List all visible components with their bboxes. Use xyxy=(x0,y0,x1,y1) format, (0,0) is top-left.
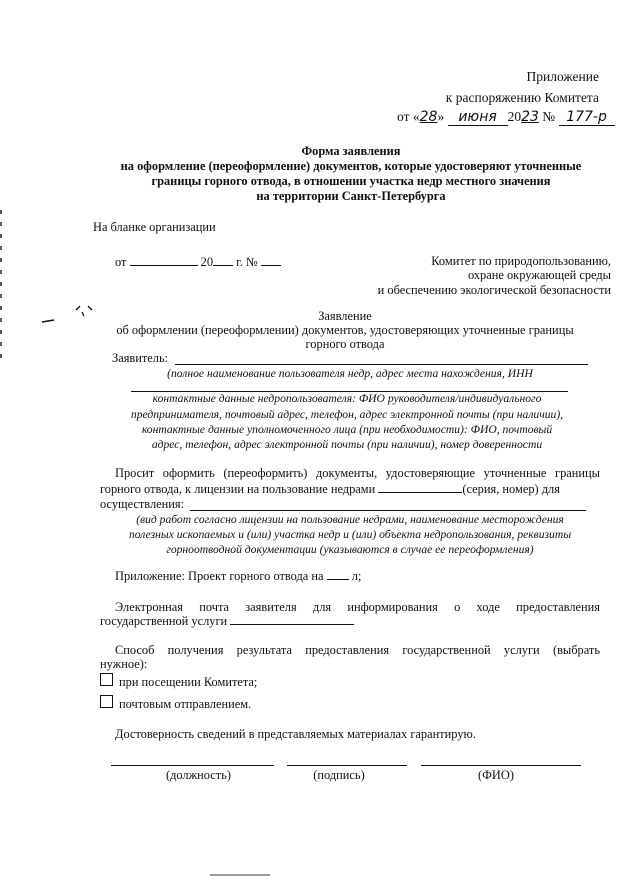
position-field[interactable] xyxy=(111,765,274,766)
applicant-label: Заявитель: xyxy=(112,351,169,365)
scan-bottom-mark xyxy=(210,874,270,876)
request-hint3: горноотводной документации (указываются в случае ее переоформления) xyxy=(166,543,534,556)
annex-subtitle: к распоряжению Комитета xyxy=(445,90,599,105)
number-value: 177-р xyxy=(559,109,615,126)
request-hint2: полезных ископаемых и (или) участка недр и (или) объекта недропользования, реквизиты xyxy=(128,528,572,541)
request-line1: Просит оформить (переоформить) документы, удостоверяющие уточненные границы xyxy=(115,466,600,480)
option-visit-label: при посещении Комитета; xyxy=(119,675,258,689)
outgoing-year-blank xyxy=(213,265,233,266)
request-line2-text: горного отвода, к лицензии на пользование недрами xyxy=(100,482,376,496)
date-year-prefix: 20 xyxy=(507,109,522,124)
email-line1: Электронная почта заявителя для информирования о ходе предоставления xyxy=(115,600,600,614)
request-line2 xyxy=(100,482,600,497)
email-line2 xyxy=(100,614,354,629)
addressee-line1: Комитет по природопользованию, xyxy=(431,254,611,268)
outgoing-line xyxy=(115,255,281,270)
applicant-hint5: адрес, телефон, адрес электронной почты (при наличии), номер доверенности xyxy=(151,438,543,451)
form-title-line4: на территории Санкт-Петербурга xyxy=(256,189,446,203)
applicant-hint3: предпринимателя, почтовый адрес, телефон, адрес электронной почты (при наличии), xyxy=(130,408,564,421)
request-line2-suffix: (серия, номер) для xyxy=(462,482,560,496)
method-line1: Способ получения результата предоставления государственной услуги (выбрать xyxy=(115,643,600,657)
position-caption: (должность) xyxy=(165,768,232,782)
signature-field[interactable] xyxy=(287,765,407,766)
request-hint1: (вид работ согласно лицензии на пользование недрами, наименование месторождения xyxy=(136,513,564,526)
license-number-field[interactable] xyxy=(378,492,462,493)
applicant-field-line1[interactable] xyxy=(175,364,588,365)
option-mail-checkbox[interactable] xyxy=(100,695,113,708)
attachment-line xyxy=(115,569,361,584)
method-line2: нужное): xyxy=(100,657,148,671)
outgoing-from: от xyxy=(115,255,127,269)
statement-line1: об оформлении (переоформлении) документов, удостоверяющих уточненные границы xyxy=(116,323,574,337)
date-prefix: от « xyxy=(397,109,420,124)
date-mid: » xyxy=(437,109,445,124)
statement-line2: горного отвода xyxy=(305,337,385,351)
annex-date-line xyxy=(397,109,615,126)
annex-title: Приложение xyxy=(526,69,599,84)
date-year-suffix: 23 xyxy=(521,109,539,125)
applicant-hint4: контактные данные уполномоченного лица (при необходимости): ФИО, почтовый xyxy=(141,423,553,436)
certify-text: Достоверность сведений в представляемых материалах гарантирую. xyxy=(115,727,476,741)
fio-field[interactable] xyxy=(421,765,581,766)
attachment-label: Приложение: Проект горного отвода на xyxy=(115,569,324,583)
applicant-hint2: контактные данные недропользователя: ФИО руководителя/индивидуального xyxy=(152,392,542,405)
fio-caption: (ФИО) xyxy=(478,768,514,782)
email-field[interactable] xyxy=(230,624,354,625)
attachment-suffix: л; xyxy=(351,569,362,583)
letterhead-note: На бланке организации xyxy=(93,220,216,234)
activity-field[interactable] xyxy=(190,510,586,511)
form-title-line3: границы горного отвода, в отношении участка недр местного значения xyxy=(151,174,551,188)
outgoing-number-blank xyxy=(261,265,281,266)
outgoing-date-blank xyxy=(130,265,198,266)
number-label: № xyxy=(542,109,556,124)
attachment-pages-field[interactable] xyxy=(327,579,349,580)
signature-caption: (подпись) xyxy=(313,768,365,782)
option-mail-label: почтовым отправлением. xyxy=(119,697,252,711)
addressee-line2: охране окружающей среды xyxy=(467,268,611,282)
applicant-hint1: (полное наименование пользователя недр, адрес места нахождения, ИНН xyxy=(167,367,533,380)
date-day: 28 xyxy=(419,109,438,125)
form-title-line1: Форма заявления xyxy=(301,144,401,158)
email-line2-label: государственной услуги xyxy=(100,614,228,628)
addressee-line3: и обеспечению экологической безопасности xyxy=(377,283,611,297)
outgoing-year: 20 xyxy=(200,255,214,269)
outgoing-suffix: г. № xyxy=(236,255,258,269)
option-visit-checkbox[interactable] xyxy=(100,673,113,686)
request-line3: осуществления: xyxy=(100,497,185,511)
form-title-line2: на оформление (переоформление) документов, которые удостоверяют уточненные xyxy=(120,159,582,173)
date-month: июня xyxy=(448,109,508,126)
statement-title: Заявление xyxy=(318,309,372,323)
